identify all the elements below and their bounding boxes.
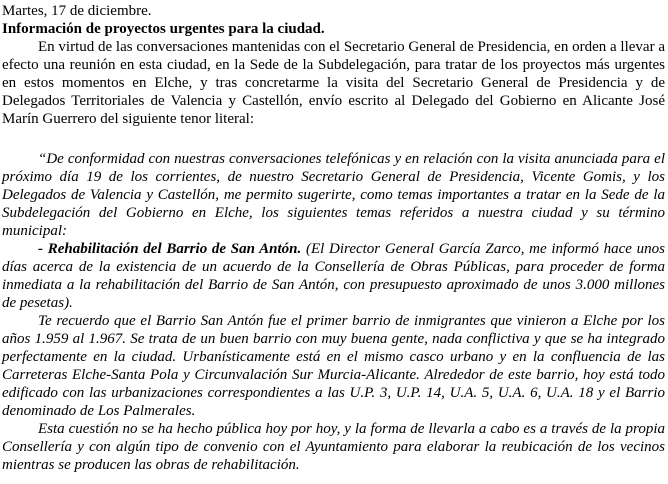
quoted-letter-block (2, 150, 665, 474)
letter-item-note: (El Director General García Zarco, me informó hace unos días acerca de la existencia de un acuerdo de la Consellería de Obras Públicas, para proceder de forma inmediata a la rehabilitación del Barrio de San Antón, con presupuesto aproximado de unos 3.000 millones de pesetas). (2, 241, 665, 311)
letter-item-title: - Rehabilitación del Barrio de San Antón. (38, 241, 302, 257)
date-line: Martes, 17 de diciembre. (2, 3, 152, 19)
intro-paragraph: En virtud de las conversaciones mantenidas con el Secretario General de Presidencia, en orden a llevar a efecto una reunión en esta ciudad, en la Sede de la Subdelegación, para tratar de los proyectos más urgentes en estos momentos en Elche, y tras concretarme la visita del Secretario General de Presidencia y de Delegados Territoriales de Valencia y Castellón, envío escrito al Delegado del Gobierno en Alicante José Marín Guerrero del siguiente tenor literal: (2, 39, 665, 127)
letter-opening-paragraph: “De conformidad con nuestras conversaciones telefónicas y en relación con la visita anunciada para el próximo día 19 de los corrientes, de nuestro Secretario General de Presidencia, Vicente Gomis, y los Delegados de Valencia y Castellón, me permito sugerirte, como temas importantes a tratar en la Sede de la Subdelegación del Gobierno en Elche, los siguientes temas referidos a nuestra ciudad y su término municipal: (2, 151, 665, 239)
letter-paragraph-barrio-history: Te recuerdo que el Barrio San Antón fue el primer barrio de inmigrantes que vinieron a Elche por los años 1.959 al 1.967. Se trata de un buen barrio con muy buena gente, nada conflictiva y que se ha integrado perfectamente en la ciudad. Urbanísticamente está en el mismo casco urbano y en la confluencia de las Carreteras Elche-Santa Pola y Circunvalación Sur Murcia-Alicante. Alrededor de este barrio, hoy está todo edificado con las urbanizaciones correspondientes a las U.P. 3, U.P. 14, U.A. 5, U.A. 6, U.A. 18 y el Barrio denominado de Los Palmerales. (2, 313, 665, 419)
letter-item-paragraph (2, 240, 665, 312)
document-title: Información de proyectos urgentes para la ciudad. (2, 21, 325, 37)
paragraph-spacer (2, 128, 665, 150)
letter-paragraph-closing: Esta cuestión no se ha hecho pública hoy por hoy, y la forma de llevarla a cabo es a través de la propia Consellería y con algún tipo de convenio con el Ayuntamiento para elaborar la reubicación de los vecinos mientras se producen las obras de rehabilitación. (2, 421, 665, 473)
